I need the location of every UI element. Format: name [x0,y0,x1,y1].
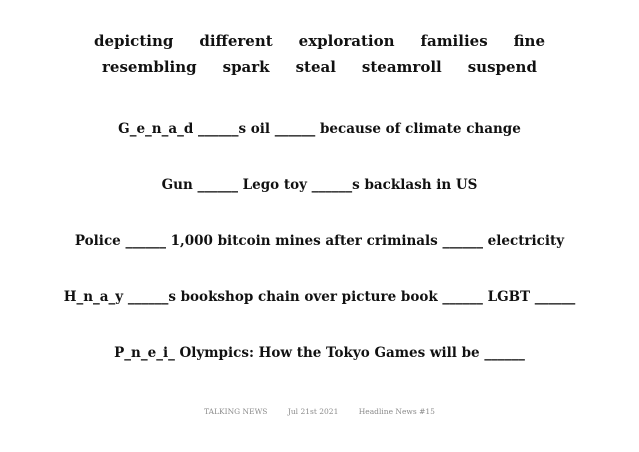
footer-source: TALKING NEWS [204,407,268,416]
word-item: different [199,32,273,50]
word-bank-row-2 [0,54,639,80]
word-item: steal [295,58,336,76]
word-item: fine [513,32,546,50]
headline-1: G_e_n_a_d ______s oil ______ because of climate change [118,121,521,137]
footer-date: Jul 21st 2021 [287,407,339,416]
headline-5: P_n_e_i_ Olympics: How the Tokyo Games will be ______ [114,345,525,361]
headline-4: H_n_a_y ______s bookshop chain over picture book ______ LGBT ______ [63,289,576,305]
footer [0,407,639,416]
word-item: suspend [467,58,537,76]
word-item: resembling [102,58,197,76]
word-bank-row-1 [0,28,639,54]
headline-3: Police ______ 1,000 bitcoin mines after criminals ______ electricity [74,233,565,249]
word-item: families [420,32,488,50]
headline-2: Gun ______ Lego toy ______s backlash in US [161,177,478,193]
word-item: exploration [298,32,395,50]
word-bank [0,28,639,80]
word-item: spark [222,58,270,76]
word-item: steamroll [361,58,442,76]
word-item: depicting [93,32,174,50]
footer-series: Headline News #15 [358,407,435,416]
